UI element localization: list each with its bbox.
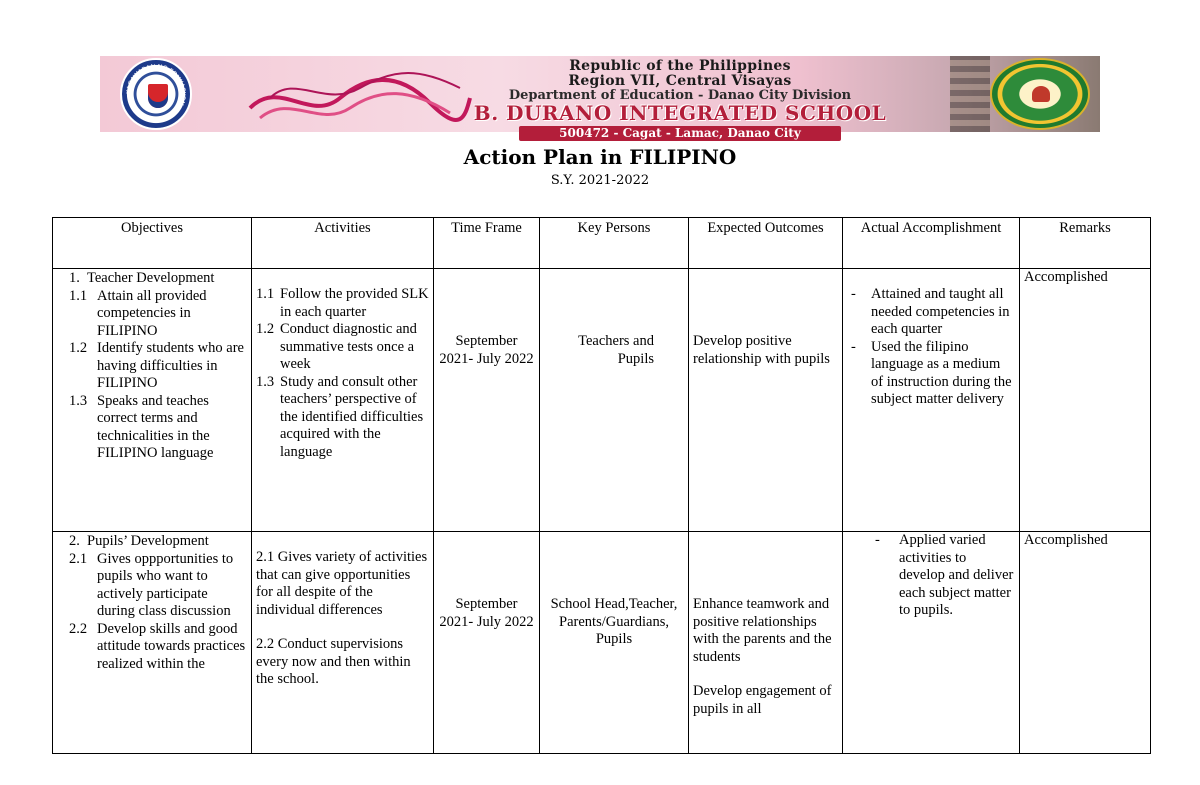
- objective-item: [57, 288, 247, 341]
- time-frame-cell: [434, 269, 540, 532]
- objective-title: Teacher Development: [87, 270, 215, 286]
- objectives-cell: [53, 532, 252, 754]
- deped-seal-logo: [120, 58, 192, 130]
- activity-item-text: 2.2 Conduct supervisions every now and then within the school.: [256, 636, 411, 687]
- region-line: Region VII, Central Visayas: [568, 73, 792, 89]
- expected-outcome-text: Enhance teamwork and positive relationships with the parents and the students: [693, 596, 832, 665]
- objectives-cell: [53, 269, 252, 532]
- header-remarks: Remarks: [1020, 218, 1151, 269]
- activity-item: [256, 286, 429, 321]
- torch-icon: [1032, 86, 1050, 102]
- actual-accomplishment-cell: [843, 269, 1020, 532]
- accomplishment-text: Used the filipino language as a medium of instruction during the subject matter delivery: [871, 338, 1012, 407]
- objective-item-number: 2.1: [69, 550, 88, 567]
- header-objectives: Objectives: [53, 218, 252, 269]
- time-frame-cell: [434, 532, 540, 754]
- objective-item: [57, 393, 247, 463]
- deped-seal-text: KAGAWARAN NG EDUKASYON: [125, 63, 187, 107]
- remarks-cell: [1020, 269, 1151, 532]
- activity-item-number: 1.2: [256, 321, 275, 337]
- accomplishment-item: - Used the filipino language as a medium of instruction during the subject matter delivery: [851, 338, 1012, 407]
- time-frame-text: September 2021- July 2022: [439, 596, 534, 630]
- activity-item-number: 1.3: [256, 373, 275, 390]
- header-activities: Activities: [252, 218, 434, 269]
- activity-item-text: Follow the provided SLK in each quarter: [280, 286, 429, 320]
- expected-outcomes-cell: [689, 269, 843, 532]
- accomplishment-text: Applied varied activities to develop and deliver each subject matter to pupils.: [899, 532, 1014, 618]
- objective-item-text: Develop skills and good attitude towards practices realized within the: [97, 620, 246, 672]
- expected-outcomes-cell: [689, 532, 843, 754]
- school-year: S.Y. 2021-2022: [550, 173, 650, 188]
- objective-item-number: 1.1: [69, 287, 88, 304]
- accomplishment-text: Attained and taught all needed competencies in each quarter: [871, 286, 1010, 337]
- accomplishment-item: - Applied varied activities to develop and deliver each subject matter to pupils.: [875, 532, 1014, 618]
- decorative-film-strip: [950, 56, 990, 132]
- objective-item: [57, 551, 247, 621]
- accomplishment-item: - Attained and taught all needed competencies in each quarter: [851, 286, 1010, 337]
- division-line: Department of Education - Danao City Division: [508, 88, 852, 103]
- republic-line: Republic of the Philippines: [569, 58, 791, 74]
- objective-item-number: 2.2: [69, 620, 88, 637]
- action-plan-table: [52, 217, 1151, 754]
- objective-heading: [57, 532, 247, 551]
- objective-number: 1.: [69, 270, 80, 286]
- time-frame-text: September 2021- July 2022: [439, 333, 534, 367]
- activity-item-text: Conduct diagnostic and summative tests once a week: [280, 321, 417, 372]
- page-title: Action Plan in FILIPINO: [463, 145, 737, 169]
- objective-item-text: Gives oppportunities to pupils who want to actively participate during class discussion: [97, 550, 234, 619]
- objective-item-text: Identify students who are having difficulties in FILIPINO: [97, 340, 244, 391]
- objective-item-number: 1.3: [69, 392, 88, 409]
- table-header-row: [53, 218, 1151, 269]
- activity-item-text: Study and consult other teachers’ perspective of the identified difficulties acquired with the language: [280, 373, 424, 460]
- remarks-cell: [1020, 532, 1151, 754]
- school-seal-logo: [990, 58, 1090, 130]
- header-key-persons: Key Persons: [540, 218, 689, 269]
- activity-item: [256, 321, 429, 374]
- key-persons-cell: [540, 269, 689, 532]
- table-row: [53, 269, 1151, 532]
- objective-item: [57, 340, 247, 393]
- remarks-text: Accomplished: [1024, 532, 1108, 548]
- header-actual-accomplishment: Actual Accomplishment: [843, 218, 1020, 269]
- objective-number: 2.: [69, 533, 80, 549]
- school-name: B. DURANO INTEGRATED SCHOOL: [473, 101, 887, 125]
- activity-item-number: 1.1: [256, 286, 275, 302]
- activities-cell: [252, 269, 434, 532]
- objective-title: Pupils’ Development: [87, 533, 209, 549]
- objective-item-text: Speaks and teaches correct terms and technicalities in the FILIPINO language: [97, 392, 214, 461]
- school-address: 500472 - Cagat - Lamac, Danao City: [519, 126, 841, 141]
- actual-accomplishment-cell: [843, 532, 1020, 754]
- header-expected-outcomes: Expected Outcomes: [689, 218, 843, 269]
- objective-heading: [57, 269, 247, 288]
- expected-outcome-text: Develop engagement of pupils in all: [693, 683, 832, 717]
- school-header-banner: [100, 56, 1100, 140]
- activity-item-text: 2.1 Gives variety of activities that can give opportunities for all despite of the individual differences: [256, 549, 428, 618]
- objective-item: [57, 621, 247, 674]
- key-persons-text: School Head,Teacher, Parents/Guardians, Pupils: [550, 596, 678, 647]
- objective-item-number: 1.2: [69, 340, 88, 356]
- shield-icon: [148, 84, 168, 108]
- activity-item: [256, 374, 429, 462]
- objective-item-text: Attain all provided competencies in FILIPINO: [97, 287, 207, 339]
- key-persons-text: Teachers and Pupils: [578, 333, 654, 367]
- expected-outcome-text: Develop positive relationship with pupils: [693, 333, 830, 367]
- banner-text-block: [400, 59, 960, 141]
- activities-cell: [252, 532, 434, 754]
- key-persons-cell: [540, 532, 689, 754]
- remarks-text: Accomplished: [1024, 269, 1108, 285]
- table-row: [53, 532, 1151, 754]
- header-time-frame: Time Frame: [434, 218, 540, 269]
